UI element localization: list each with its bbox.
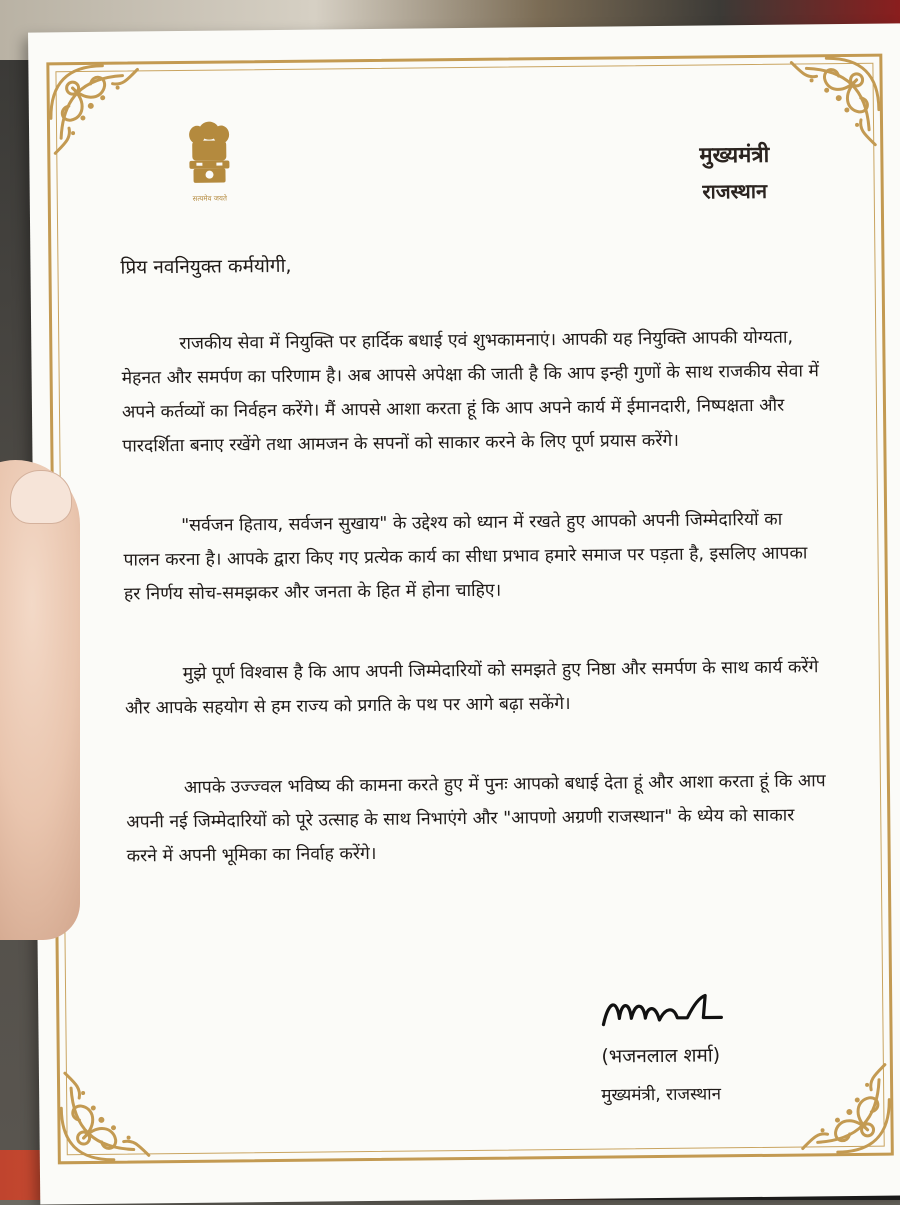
paragraph: "सर्वजन हिताय, सर्वजन सुखाय" के उद्देश्य को ध्यान में रखते हुए आपको अपनी जिम्मेदारियों का पालन करना है। आपके द्वारा किए गए प्रत्येक कार्य का सीधा प्रभाव हमारे समाज पर पड़ता है, इसलिए आपका हर निर्णय सोच-समझकर और जनता के हित में होना चाहिए। [123, 509, 808, 605]
letter-paper [28, 23, 900, 1204]
holding-hand-thumb [0, 460, 80, 940]
letterhead-state: राजस्थान [702, 178, 768, 204]
paragraph: राजकीय सेवा में नियुक्ति पर हार्दिक बधाई एवं शुभकामनाएं। आपकी यह नियुक्ति आपकी योग्यता, मेहनत और समर्पण का परिणाम है। अब आपसे अपेक्षा की जाती है कि आप इन्ही गुणों के साथ राजकीय सेवा में अपने कर्तव्यों का निर्वहन करेंगे। मैं आपसे आशा करता हूं कि आप अपने कार्य में ईमानदारी, निष्पक्षता और पारदर्शिता बनाए रखेंगे तथा आमजन के सपनों को साकार करने के लिए पूर्ण प्रयास करेंगे। [121, 327, 820, 457]
paragraph: आपके उज्ज्वल भविष्य की कामना करते हुए में पुनः आपको बधाई देता हूं और आशा करता हूं कि आप अपनी नई जिम्मेदारियों को पूरे उत्साह के साथ निभाएंगे और "आपणो अग्रणी राजस्थान" के ध्येय को साकार करने में अपनी भूमिका का निर्वाह करेंगे। [126, 771, 826, 867]
corner-ornament-icon [787, 1050, 898, 1161]
letter-body [120, 246, 827, 919]
salutation: प्रिय नवनियुक्त कर्मयोगी, [120, 254, 292, 279]
signatory-name: (भजनलाल शर्मा) [601, 1044, 721, 1068]
lion-capital-emblem-icon [184, 116, 235, 189]
signatory-title: मुख्यमंत्री, राजस्थान [601, 1084, 722, 1106]
signature-block [550, 987, 771, 1106]
letterhead-office [669, 138, 800, 204]
letterhead-title: मुख्यमंत्री [699, 142, 770, 169]
national-emblem [179, 116, 240, 207]
corner-ornament-icon [53, 1057, 164, 1168]
corner-ornament-icon [42, 57, 153, 168]
emblem-motto: सत्यमेव जयते [192, 194, 228, 203]
thumbnail-nail [10, 470, 72, 524]
paragraph: मुझे पूर्ण विश्वास है कि आप अपनी जिम्मेदारियों को समझते हुए निष्ठा और समर्पण के साथ कार्य करेंगे और आपके सहयोग से हम राज्य को प्रगति के पथ पर आगे बढ़ा सकेंगे। [125, 657, 819, 719]
handwritten-signature-icon [595, 987, 725, 1036]
